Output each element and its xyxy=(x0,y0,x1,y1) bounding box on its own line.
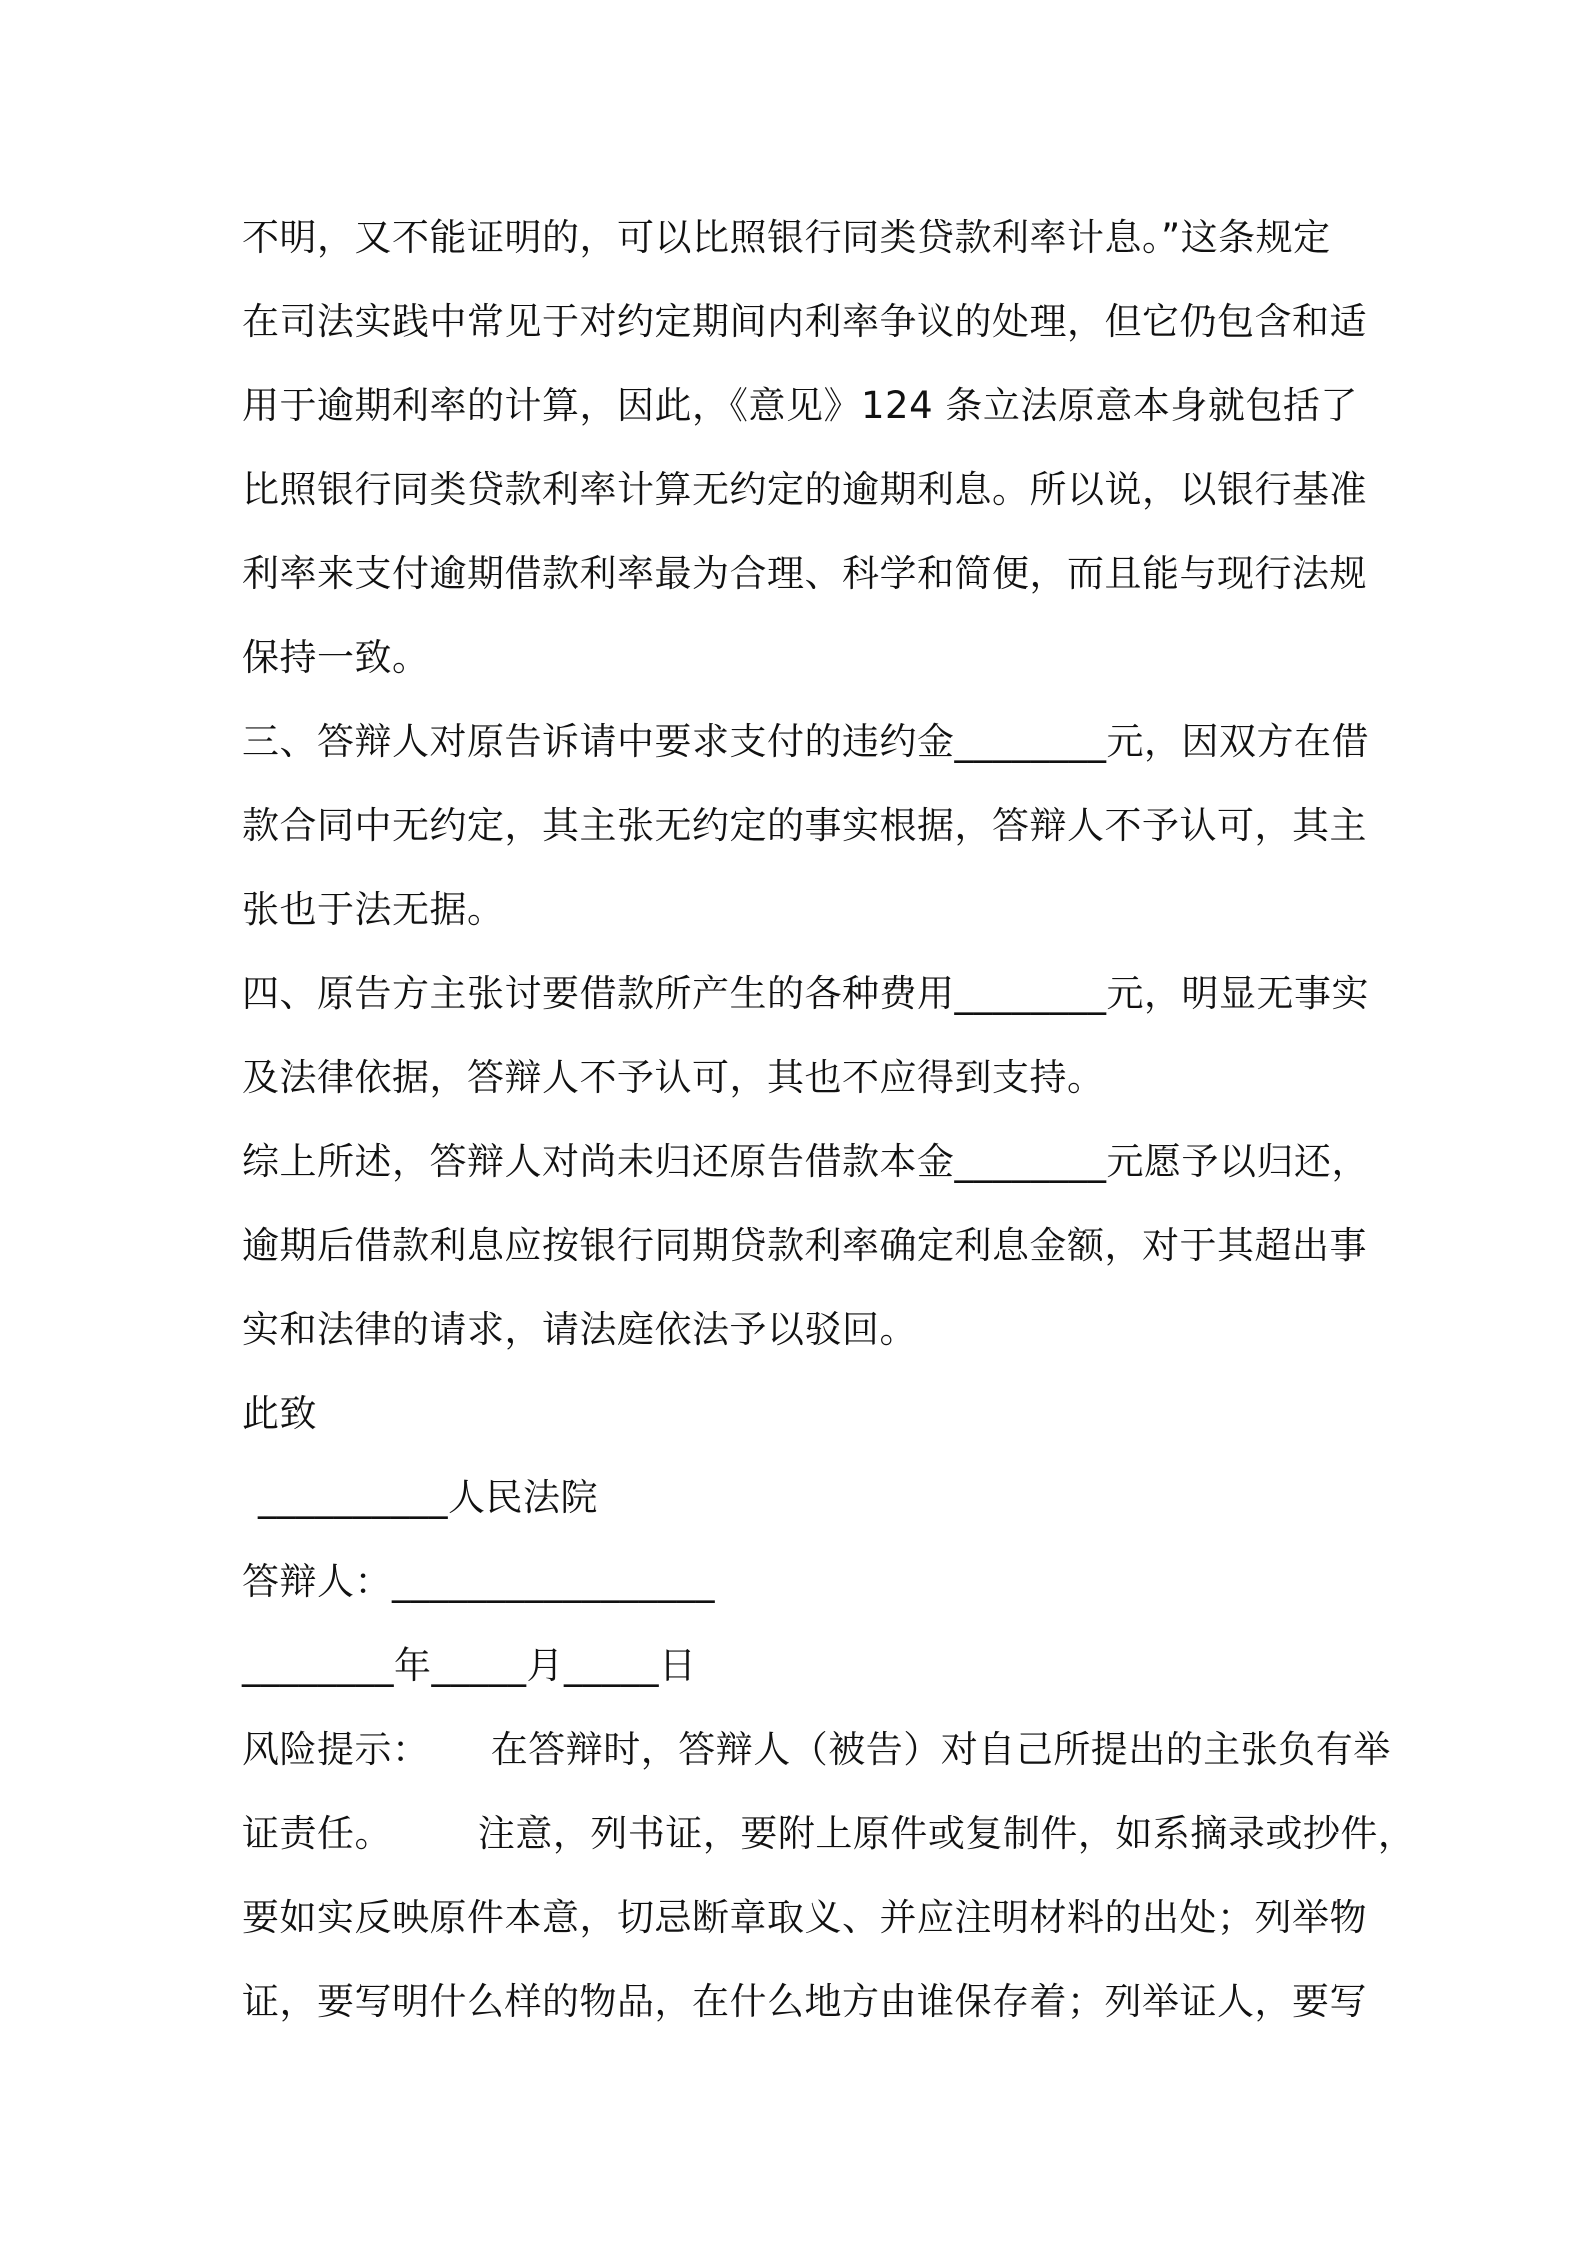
paragraph-line: 张也于法无据。 xyxy=(242,888,505,931)
document-body xyxy=(242,196,1416,2044)
risk-notice-line: 证，要写明什么样的物品，在什么地方由谁保存着；列举证人，要写 xyxy=(242,1980,1367,2023)
paragraph-line: 综上所述，答辩人对尚未归还原告借款本金________元愿予以归还， xyxy=(242,1140,1369,1183)
paragraph-line: 用于逾期利率的计算，因此，《意见》124 条立法原意本身就包括了 xyxy=(242,384,1358,427)
court-name-line: __________人民法院 xyxy=(258,1476,598,1519)
salutation: 此致 xyxy=(242,1392,317,1435)
paragraph-line: 利率来支付逾期借款利率最为合理、科学和简便，而且能与现行法规 xyxy=(242,552,1367,595)
paragraph-line: 逾期后借款利息应按银行同期贷款利率确定利息金额，对于其超出事 xyxy=(242,1224,1367,1267)
date-line: ________年_____月_____日 xyxy=(242,1644,697,1687)
paragraph-line: 在司法实践中常见于对约定期间内利率争议的处理，但它仍包含和适 xyxy=(242,300,1367,343)
paragraph-line: 实和法律的请求，请法庭依法予以驳回。 xyxy=(242,1308,917,1351)
paragraph-line: 不明，又不能证明的，可以比照银行同类贷款利率计息。”这条规定 xyxy=(242,216,1331,259)
risk-notice-line: 证责任。 注意，列书证，要附上原件或复制件，如系摘录或抄件， xyxy=(242,1812,1416,1855)
risk-notice-line: 风险提示： 在答辩时，答辩人（被告）对自己所提出的主张负有举 xyxy=(242,1728,1391,1771)
paragraph-line: 保持一致。 xyxy=(242,636,430,679)
paragraph-line: 款合同中无约定，其主张无约定的事实根据，答辩人不予认可，其主 xyxy=(242,804,1367,847)
paragraph-line: 四、原告方主张讨要借款所产生的各种费用________元，明显无事实 xyxy=(242,972,1369,1015)
respondent-signature-line: 答辩人：_________________ xyxy=(242,1560,715,1603)
paragraph-line: 三、答辩人对原告诉请中要求支付的违约金________元，因双方在借 xyxy=(242,720,1369,763)
paragraph-line: 比照银行同类贷款利率计算无约定的逾期利息。所以说，以银行基准 xyxy=(242,468,1367,511)
paragraph-line: 及法律依据，答辩人不予认可，其也不应得到支持。 xyxy=(242,1056,1105,1099)
risk-notice-line: 要如实反映原件本意，切忌断章取义、并应注明材料的出处；列举物 xyxy=(242,1896,1367,1939)
